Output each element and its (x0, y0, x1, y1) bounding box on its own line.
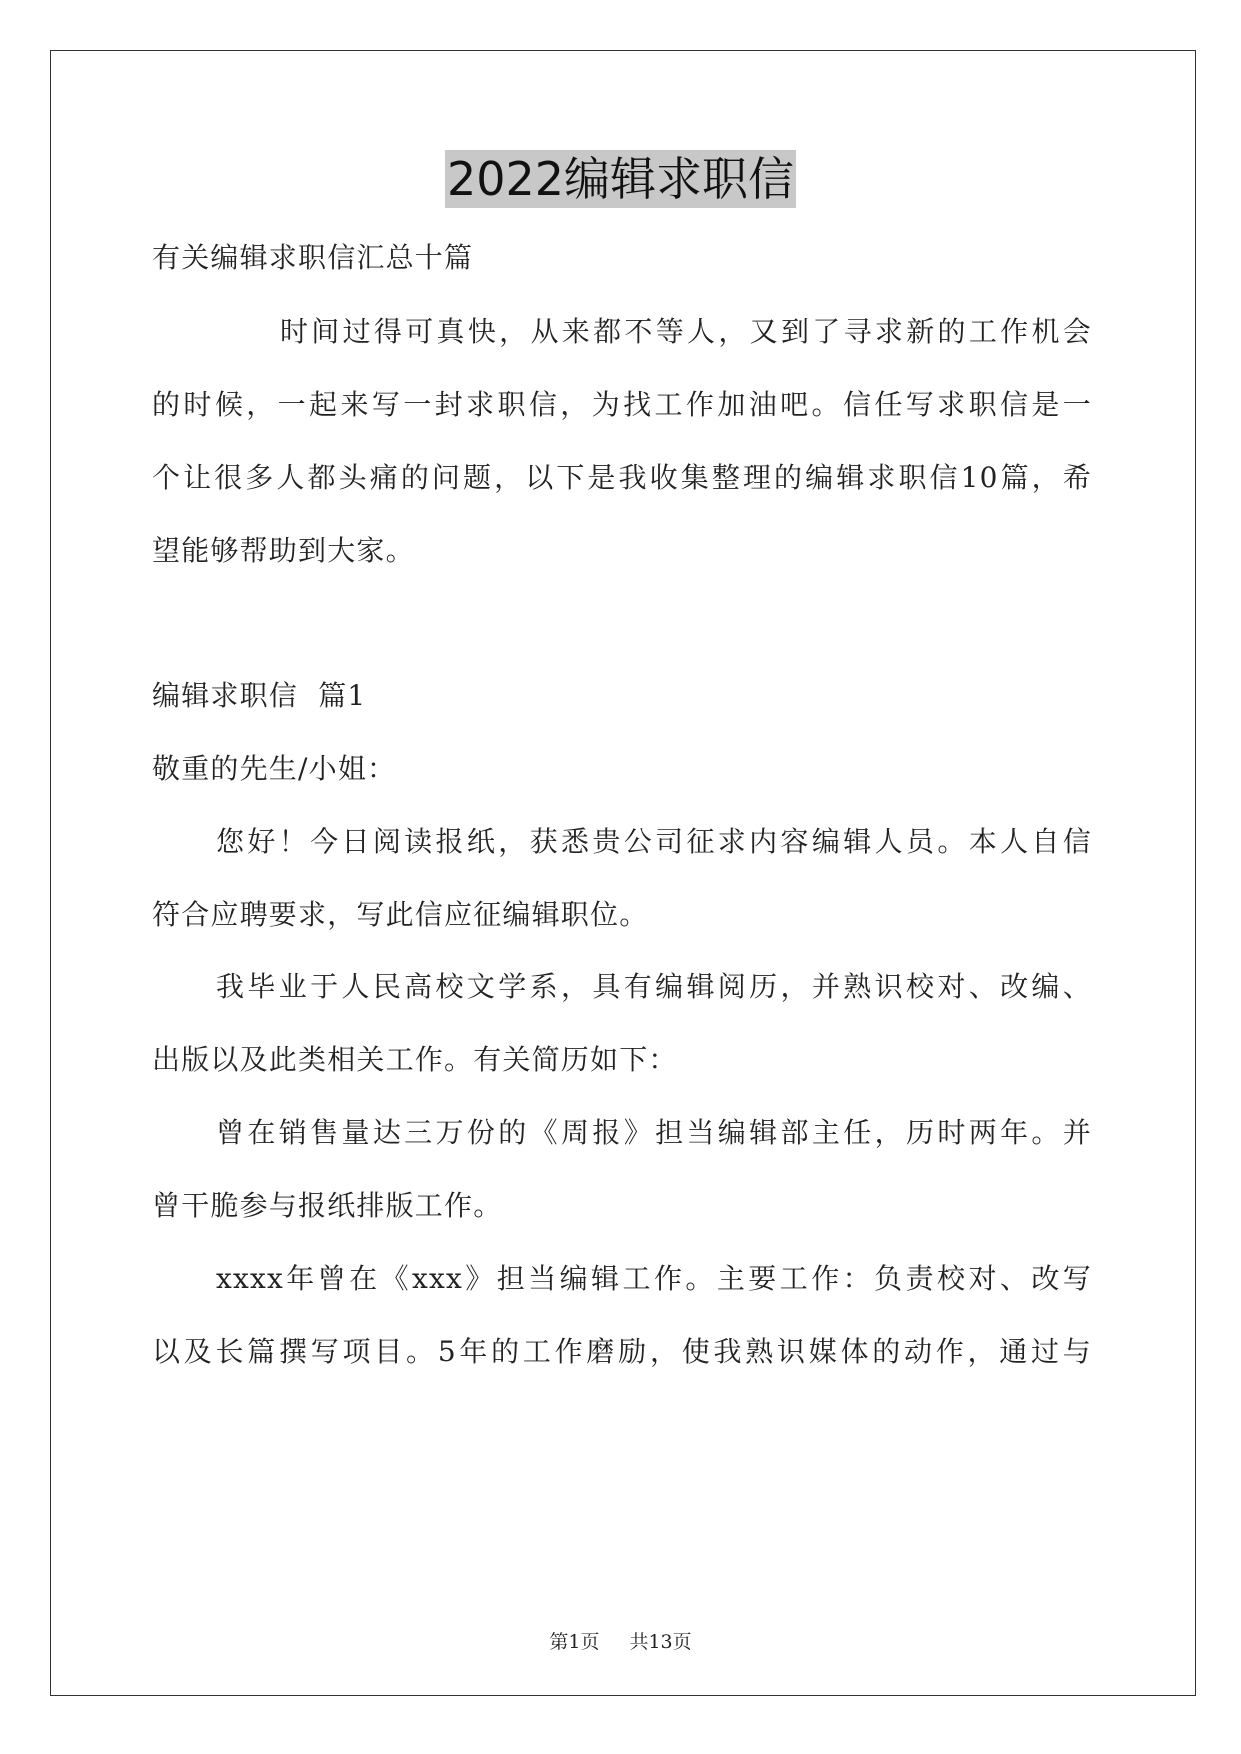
body-line-8: 以及长篇撰写项目。5年的工作磨励，使我熟识媒体的动作，通过与 (152, 1335, 1092, 1368)
page-number: 第1页 (549, 1631, 600, 1653)
subtitle: 有关编辑求职信汇总十篇 (152, 241, 474, 274)
title-container (0, 150, 1241, 208)
body-line-7: xxxx年曾在《xxx》担当编辑工作。主要工作：负责校对、改写 (216, 1262, 1092, 1295)
body-line-1: 您好！今日阅读报纸，获悉贵公司征求内容编辑人员。本人自信 (216, 825, 1092, 858)
body-line-3: 我毕业于人民高校文学系，具有编辑阅历，并熟识校对、改编、 (216, 970, 1092, 1003)
intro-line-4: 望能够帮助到大家。 (152, 534, 415, 567)
page-footer (0, 1630, 1241, 1654)
body-line-5: 曾在销售量达三万份的《周报》担当编辑部主任，历时两年。并 (216, 1116, 1092, 1149)
page-border (50, 50, 1196, 1696)
section-heading: 编辑求职信 篇1 (152, 679, 367, 712)
intro-line-2: 的时候，一起来写一封求职信，为找工作加油吧。信任写求职信是一 (152, 388, 1092, 421)
body-line-4: 出版以及此类相关工作。有关简历如下： (152, 1043, 678, 1076)
intro-line-3: 个让很多人都头痛的问题，以下是我收集整理的编辑求职信10篇，希 (152, 461, 1092, 494)
body-line-6: 曾干脆参与报纸排版工作。 (152, 1189, 503, 1222)
document-title: 2022编辑求职信 (446, 152, 795, 206)
body-line-2: 符合应聘要求，写此信应征编辑职位。 (152, 898, 649, 931)
salutation: 敬重的先生/小姐： (152, 752, 397, 785)
page-total: 共13页 (629, 1631, 692, 1653)
intro-line-1: 时间过得可真快，从来都不等人，又到了寻求新的工作机会 (280, 315, 1092, 348)
